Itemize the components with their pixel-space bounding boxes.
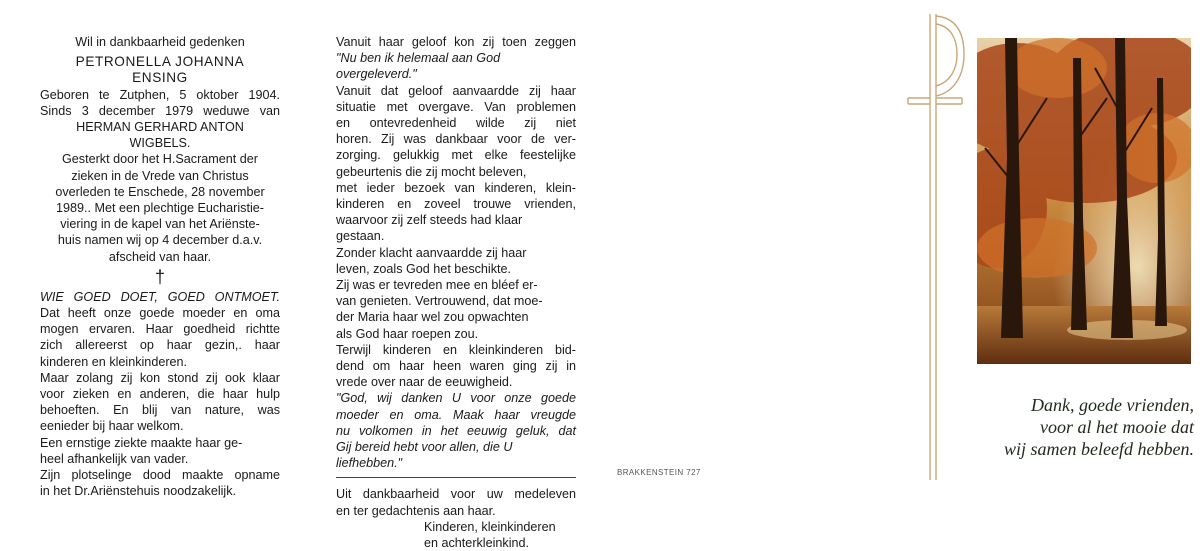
text-line: vrede over naar de eeuwigheid. [336,375,513,390]
text-line: in het Dr.Ariënstehuis noodzakelijk. [40,484,237,499]
chi-rho-staff-icon [906,10,966,480]
text-line: moeder en oma. Maak haar vreugde [336,407,576,422]
text-line: Zonder klacht aanvaardde zij haar [336,245,527,260]
poem-text [960,394,1194,460]
text-line: voor zieken en anderen, die haar hulp [40,387,280,402]
text-line: viering in de kapel van het Ariënste- [60,217,260,232]
text-line: gebeurtenis die zij mocht beleven, [336,164,527,179]
separator-line [336,477,576,478]
text-line: overleden te Enschede, 28 november [55,184,265,199]
text-line: Dat heeft onze goede moeder en oma [40,306,280,321]
left-text-column [40,34,280,499]
text-line: afscheid van haar. [108,249,212,264]
text-line: behoeften. En blij van nature, was [40,403,280,418]
text-line: heel afhankelijk van vader. [40,451,189,466]
text-line: Een ernstige ziekte maakte haar ge- [40,435,243,450]
text-line: Uit dankbaarheid voor uw medeleven [336,487,576,502]
text-line: zich allereerst op haar gezin,. haar [40,338,280,353]
text-line: gestaan. [336,229,385,244]
text-line: PETRONELLA JOHANNA [75,54,245,70]
text-line: Wil in dankbaarheid gedenken [75,35,245,49]
text-line: Kinderen, kleinkinderen [424,519,556,534]
text-line: Sinds 3 december 1979 weduwe van [40,103,280,118]
text-line: Vanuit dat geloof aanvaardde zij haar [336,83,576,98]
text-line: horen. Zij was dankbaar voor de ver- [336,132,576,147]
text-line: liefhebben." [336,456,403,471]
text-line: kinderen en kleinkinderen. [40,354,188,369]
text-line: en achterkleinkind. [424,536,530,551]
text-line: Zijn plotselinge dood maakte opname [40,468,280,483]
text-line: van genieten. Vertrouwend, dat moe- [336,294,543,309]
text-line: waarvoor zij zelf steeds had klaar [336,213,523,228]
text-line: Vanuit haar geloof kon zij toen zeggen [336,35,576,49]
poem-line: wij samen beleefd hebben. [1004,439,1194,459]
text-line: eenieder bij haar welkom. [40,419,184,434]
cross-icon: † [154,266,165,287]
poem-line: Dank, goede vrienden, [1031,395,1194,415]
text-line: situatie met overgave. Van problemen [336,99,576,114]
text-line: huis namen wij op 4 december d.a.v. [57,233,263,248]
text-line: nu volkomen in het eeuwig geluk, dat [336,423,576,438]
text-line: WIGBELS. [129,136,191,151]
text-line: 1989.. Met een plechtige Eucharistie- [56,201,264,216]
text-line: WIE GOED DOET, GOED ONTMOET. [40,289,280,304]
text-line: Zij was er tevreden mee en bléef er- [336,278,538,293]
text-line: als God haar roepen zou. [336,326,479,341]
poem-line: voor al het mooie dat [1040,417,1194,437]
text-line: kinderen en zoveel trouwe vrienden, [336,197,576,212]
text-line: Terwijl kinderen en kleinkinderen bid- [336,342,576,357]
text-line: leven, zoals God het beschikte. [336,261,512,276]
autumn-forest-photo [977,38,1191,364]
text-line: dend om haar heen waren ging zij in [336,359,576,374]
text-line: en ontevredenheid wilde zij niet [336,116,576,131]
text-line: Maar zolang zij kon stond zij ook klaar [40,370,280,385]
text-line: HERMAN GERHARD ANTON [76,120,244,135]
text-line: zorging. gelukkig met elke feestelijke [336,148,576,163]
text-line: "Nu ben ik helemaal aan God [336,51,501,66]
text-line: ENSING [132,70,188,86]
publisher-imprint: BRAKKENSTEIN 727 [617,468,701,477]
right-text-column [336,34,576,551]
text-line: Geboren te Zutphen, 5 oktober 1904. [40,87,280,102]
text-line: mogen ervaren. Haar goedheid richtte [40,322,280,337]
text-line: "God, wij danken U voor onze goede [336,391,576,406]
text-line: Gesterkt door het H.Sacrament der [62,152,258,167]
text-line: Gij bereid hebt voor allen, die U [336,440,513,455]
text-line: der Maria haar wel zou opwachten [336,310,529,325]
text-line: met ieder bezoek van kinderen, klein- [336,180,576,195]
text-line: zieken in de Vrede van Christus [71,168,249,183]
text-line: overgeleverd." [336,67,417,82]
text-line: en ter gedachtenis aan haar. [336,503,496,518]
